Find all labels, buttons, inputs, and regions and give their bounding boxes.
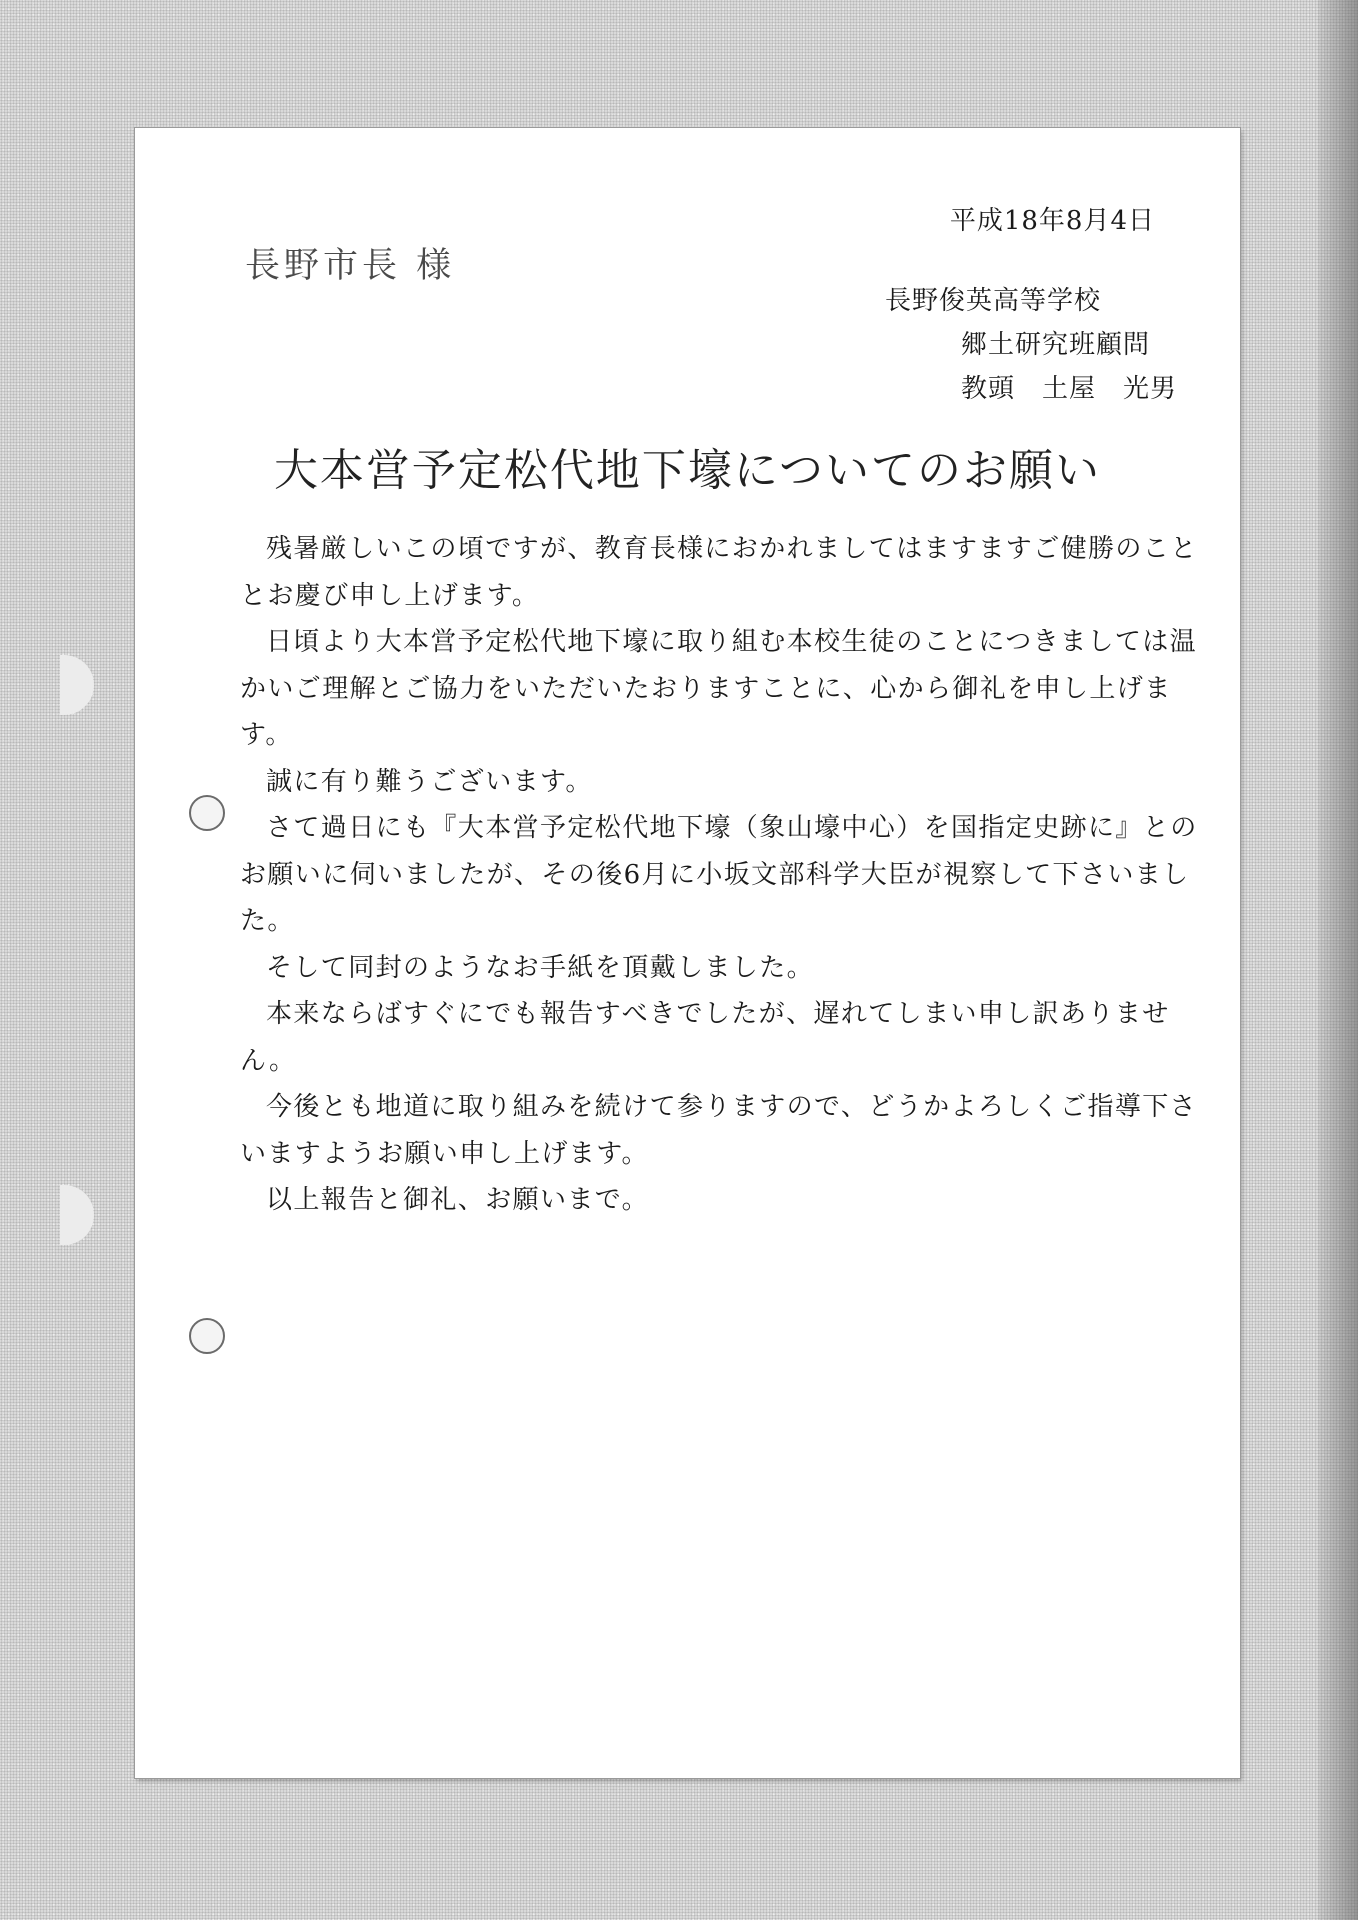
punch-hole-icon [189,795,225,831]
binder-notch [60,1185,94,1245]
sender-name: 教頭 土屋 光男 [961,374,1178,404]
letter-sheet [135,128,1240,1778]
binder-notch [60,655,94,715]
scan-shadow-edge [1318,0,1358,1920]
paragraph: 日頃より大本営予定松代地下壕に取り組む本校生徒のことにつきましては温かいご理解とご協力をいただいたおりますことに、心から御礼を申し上げます。 [240,627,1198,750]
paragraph: 今後とも地道に取り組みを続けて参りますので、どうかよろしくご指導下さいますようお願い申し上げます。 [240,1092,1198,1169]
paragraph: 本来ならばすぐにでも報告すべきでしたが、遅れてしまい申し訳ありません。 [240,999,1170,1076]
letter-body [240,526,1210,1224]
letter-date: 平成18年8月4日 [949,206,1155,236]
sender-school: 長野俊英高等学校 [885,286,1102,316]
punch-hole-icon [189,1318,225,1354]
addressee: 長野市長 様 [245,246,456,286]
paragraph: 残暑厳しいこの頃ですが、教育長様におかれましてはますますご健勝のこととお慶び申し上げます。 [240,534,1198,611]
letter-title: 大本営予定松代地下壕についてのお願い [273,445,1102,496]
sender-role: 郷土研究班顧問 [961,330,1151,360]
paragraph: 以上報告と御礼、お願いまで。 [266,1185,650,1215]
paragraph: 誠に有り難うございます。 [266,766,593,797]
paragraph: そして同封のようなお手紙を頂戴しました。 [266,952,815,983]
paragraph: さて過日にも『大本営予定松代地下壕（象山壕中心）を国指定史跡に』とのお願いに伺いましたが、その後6月に小坂文部科学大臣が視察して下さいました。 [240,813,1198,936]
